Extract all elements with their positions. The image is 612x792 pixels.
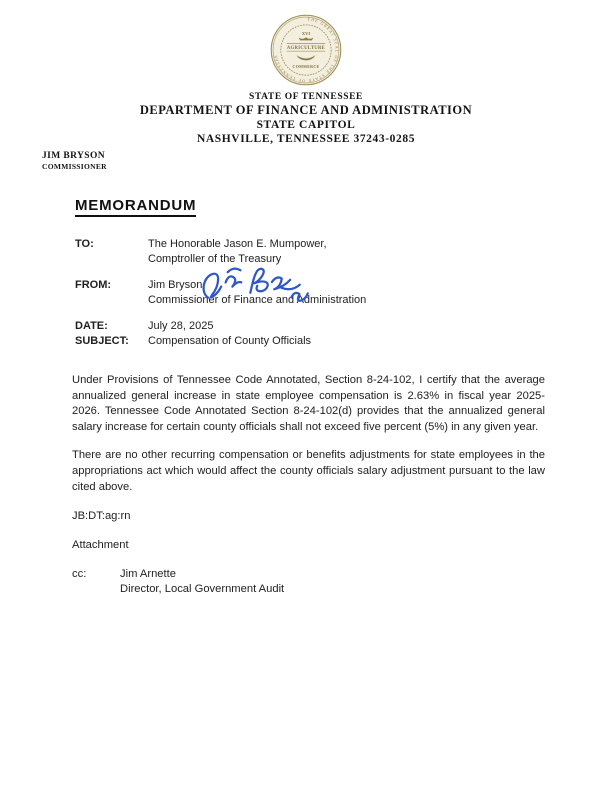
cc-name: Jim Arnette <box>120 568 176 581</box>
cc-block <box>72 567 612 597</box>
letterhead-department-line: DEPARTMENT OF FINANCE AND ADMINISTRATION <box>139 103 473 117</box>
body-paragraph-1: Under Provisions of Tennessee Code Annotated, Section 8-24-102, I certify that the average annualized general increase in state employee compensation is 2.63% in fiscal year 2025-2026. Tennessee Code Annotated Section 8-24-102(d) provides that the annualized general salary increase for certain county officials shall not exceed five percent (5%) in any given year. <box>72 374 545 433</box>
letterhead-address-line: NASHVILLE, TENNESSEE 37243-0285 <box>196 133 416 145</box>
memo-fields <box>75 237 612 349</box>
attachment-note: Attachment <box>72 539 129 552</box>
letterhead-state-line: STATE OF TENNESSEE <box>249 92 363 102</box>
tennessee-state-seal-icon <box>269 13 343 87</box>
subject-label: SUBJECT: <box>75 335 129 347</box>
body-paragraph-2: There are no other recurring compensation or benefits adjustments for state employees in the appropriations act which would affect the county officials salary adjustment pursuant to the law cited above. <box>72 449 545 493</box>
from-line1: Jim Bryson, <box>148 279 206 291</box>
memo-heading <box>75 197 612 217</box>
to-value <box>148 237 327 267</box>
field-row-from <box>75 278 612 308</box>
commissioner-title: COMMISSIONER <box>42 162 107 171</box>
subject-value: Compensation of County Officials <box>148 335 312 347</box>
commissioner-block <box>42 151 612 171</box>
date-label: DATE: <box>75 320 108 332</box>
to-line2: Comptroller of the Treasury <box>148 253 282 265</box>
seal-agriculture-text: AGRICULTURE <box>286 45 326 51</box>
memo-body <box>72 373 545 495</box>
from-label: FROM: <box>75 279 112 291</box>
memo-footer <box>72 509 612 597</box>
memo-heading-text: MEMORANDUM <box>75 197 196 217</box>
seal-ring-text: THE GREAT SEAL OF THE STATE OF TENNESSEE <box>272 16 340 84</box>
letterhead <box>0 0 612 146</box>
field-row-date <box>75 319 612 334</box>
cc-label: cc: <box>72 568 87 581</box>
to-label: TO: <box>75 238 94 250</box>
commissioner-name: JIM BRYSON <box>42 151 106 161</box>
cc-title: Director, Local Government Audit <box>120 583 285 596</box>
field-row-subject <box>75 334 612 349</box>
reference-initials: JB:DT:ag:rn <box>72 510 131 523</box>
field-row-to <box>75 237 612 267</box>
from-line2: Commissioner of Finance and Administration <box>148 294 367 306</box>
cc-value <box>120 567 284 597</box>
date-value: July 28, 2025 <box>148 320 214 332</box>
from-value <box>148 278 366 308</box>
seal-commerce-text: COMMERCE <box>292 63 320 69</box>
seal-numeral: XVI <box>301 31 311 37</box>
to-line1: The Honorable Jason E. Mumpower, <box>148 238 327 250</box>
letterhead-capitol-line: STATE CAPITOL <box>256 119 356 131</box>
